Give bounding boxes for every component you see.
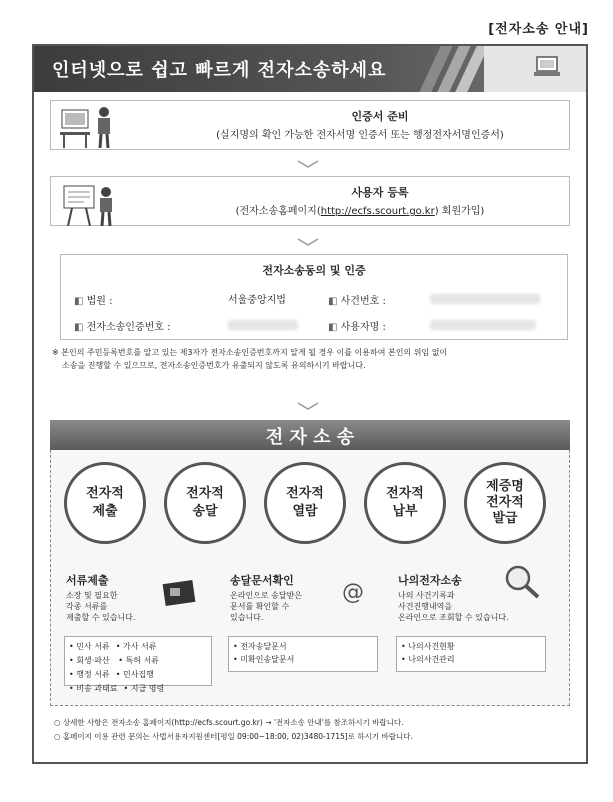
- person-computer-illustration: [60, 104, 120, 148]
- card-mycase-desc: 나의 사건기록과 사건진행내역을 온라인으로 조회할 수 있습니다.: [398, 591, 509, 622]
- chevron-down-icon: [296, 154, 320, 164]
- notice-line-1: ※ 본인의 주민등록번호를 알고 있는 제3자가 전자소송인증번호까지 알게 될 경우 이를 이용하여 본인의 위임 없이: [52, 348, 448, 357]
- step-1-desc: (실지명의 확인 가능한 전자서명 인증서 또는 행정전자서명인증서): [216, 130, 504, 141]
- ecourt-title: 전 자 소 송: [265, 427, 355, 448]
- step-2-title: 사용자 등록: [351, 186, 409, 199]
- card-service-list: • 전자송달문서 • 미확인송달문서: [228, 636, 378, 672]
- document-title: [전자소송 안내]: [488, 22, 589, 37]
- step-1-title: 인증서 준비: [351, 110, 409, 123]
- notice-line-2: 소송을 진행할 수 있으므로, 전자소송인증번호가 유출되지 않도록 유의하시기 바랍니다.: [62, 361, 366, 370]
- card-mycase-title: 나의전자소송: [398, 574, 462, 587]
- card-service-desc: 온라인으로 송달받은 문서를 확인할 수 있습니다.: [230, 591, 303, 622]
- user-name-redacted: [430, 320, 536, 330]
- footer-line-1: ○ 상세한 사항은 전자소송 홈페이지(http://ecfs.scourt.go.kr) → '전자소송 안내'를 참조하시기 바랍니다.: [54, 718, 404, 727]
- footer-notes: [54, 716, 584, 744]
- court-value: 서울중앙지법: [228, 295, 286, 306]
- magnifier-icon: [502, 564, 542, 600]
- circle-e-certificate: 제증명 전자적 발급: [464, 462, 546, 544]
- case-number-redacted: [430, 294, 540, 304]
- homepage-link[interactable]: http://ecfs.scourt.go.kr: [320, 206, 435, 217]
- step-2-desc-post: ) 회원가입): [434, 206, 485, 217]
- card-service-title: 송달문서확인: [230, 574, 294, 587]
- computer-icon: [534, 56, 560, 78]
- card-submission-desc: 소장 및 필요한 각종 서류를 제출할 수 있습니다.: [66, 591, 136, 622]
- step-2-desc-pre: (전자소송홈페이지(: [235, 206, 321, 217]
- cert-number-redacted: [228, 320, 298, 330]
- circle-e-payment: 전자적 납부: [364, 462, 446, 544]
- card-submission-title: 서류제출: [66, 574, 109, 587]
- circle-e-service: 전자적 송달: [164, 462, 246, 544]
- chevron-down-icon: [296, 232, 320, 242]
- at-sign-icon: @: [342, 580, 364, 605]
- court-label: ◧ 법원 :: [74, 296, 113, 307]
- privacy-notice: [52, 346, 572, 372]
- circle-e-viewing: 전자적 열람: [264, 462, 346, 544]
- document-icon: [162, 578, 198, 606]
- presentation-board-illustration: [60, 182, 120, 226]
- agreement-title: 전자소송동의 및 인증: [262, 264, 366, 277]
- banner-title: 인터넷으로 쉽고 빠르게 전자소송하세요: [52, 60, 387, 81]
- card-submission-list: • 민사 서류 • 가사 서류• 회생·파산 • 특허 서류• 행정 서류 • 민사집행 • 비송 과태료 • 지급 명령: [64, 636, 212, 686]
- circle-e-submission: 전자적 제출: [64, 462, 146, 544]
- chevron-down-icon: [296, 396, 320, 406]
- step-2-desc: [160, 202, 560, 217]
- card-mycase-list: • 나의사건현황 • 나의사건관리: [396, 636, 546, 672]
- user-name-label: ◧ 사용자명 :: [328, 322, 386, 333]
- footer-line-2: ○ 홈페이지 이용 관련 문의는 사법서용자지원센터[평일 09:00~18:00, 02)3480-1715]로 하시기 바랍니다.: [54, 732, 413, 741]
- case-number-label: ◧ 사건번호 :: [328, 296, 386, 307]
- ecourt-cert-label: ◧ 전자소송인증번호 :: [74, 322, 171, 333]
